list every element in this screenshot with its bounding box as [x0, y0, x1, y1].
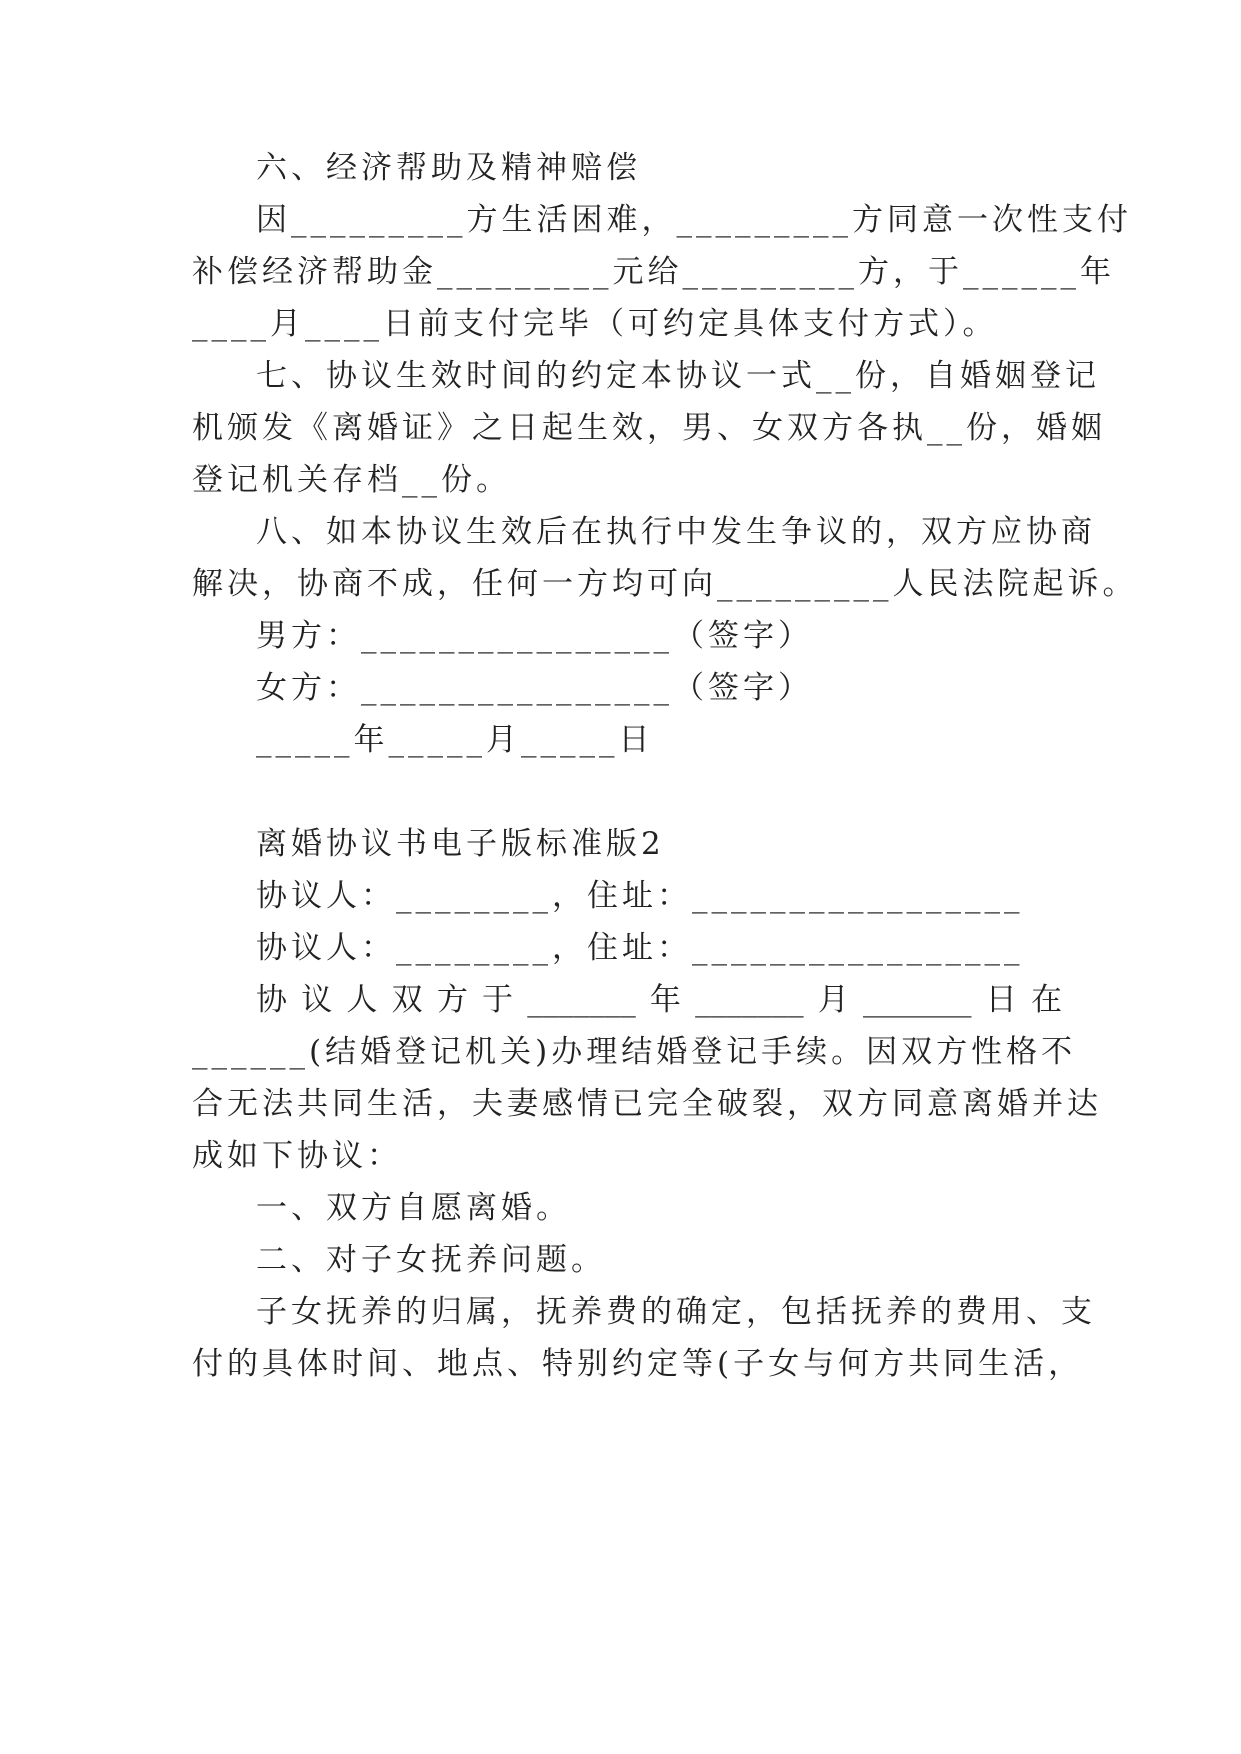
paragraph-line: 机颁发《离婚证》之日起生效，男、女双方各执__份，婚姻 — [192, 410, 1106, 446]
text-fragment: 日 — [985, 982, 1017, 1018]
date-line: _____年_____月_____日 — [256, 722, 654, 758]
paragraph-line: 解决，协商不成，任何一方均可向_________人民法院起诉。 — [192, 566, 1138, 602]
paragraph-line: 成如下协议： — [192, 1138, 402, 1174]
text-fragment: 方 — [436, 982, 468, 1018]
paragraph-line: 登记机关存档__份。 — [192, 462, 511, 498]
blank-fragment: _______ — [527, 982, 636, 1018]
clause-1-line: 一、双方自愿离婚。 — [256, 1190, 571, 1226]
blank-fragment: _______ — [863, 982, 972, 1018]
female-signature-line: 女方：________________（签字） — [256, 670, 813, 706]
party-info-line: 协议人：________，住址：_________________ — [256, 930, 1024, 966]
paragraph-line: 子女抚养的归属，抚养费的确定，包括抚养的费用、支 — [256, 1294, 1096, 1330]
text-fragment: 议 — [301, 982, 333, 1018]
marriage-registration-line — [256, 980, 1062, 1020]
text-fragment: 年 — [649, 982, 681, 1018]
paragraph-line: ______(结婚登记机关)办理结婚登记手续。因双方性格不 — [192, 1034, 1077, 1070]
party-info-line: 协议人：________，住址：_________________ — [256, 878, 1024, 914]
text-fragment: 在 — [1030, 982, 1062, 1018]
text-fragment: 人 — [346, 982, 378, 1018]
text-fragment: 月 — [817, 982, 849, 1018]
document-title: 离婚协议书电子版标准版2 — [256, 826, 665, 862]
text-fragment: 协 — [256, 982, 287, 1018]
paragraph-line: 因_________方生活困难，_________方同意一次性支付 — [256, 202, 1132, 238]
section-7-line: 七、协议生效时间的约定本协议一式__份，自婚姻登记 — [256, 358, 1100, 394]
paragraph-line: 付的具体时间、地点、特别约定等(子女与何方共同生活， — [192, 1346, 1084, 1382]
paragraph-line: ____月____日前支付完毕（可约定具体支付方式）。 — [192, 306, 998, 342]
section-8-line: 八、如本协议生效后在执行中发生争议的，双方应协商 — [256, 514, 1096, 550]
text-fragment: 于 — [482, 982, 514, 1018]
paragraph-line: 合无法共同生活，夫妻感情已完全破裂，双方同意离婚并达 — [192, 1086, 1102, 1122]
male-signature-line: 男方：________________（签字） — [256, 618, 813, 654]
clause-2-line: 二、对子女抚养问题。 — [256, 1242, 606, 1278]
paragraph-line: 补偿经济帮助金_________元给_________方，于______年 — [192, 254, 1115, 290]
section-6-heading: 六、经济帮助及精神赔偿 — [256, 150, 641, 186]
text-fragment: 双 — [391, 982, 423, 1018]
blank-fragment: _______ — [695, 982, 804, 1018]
